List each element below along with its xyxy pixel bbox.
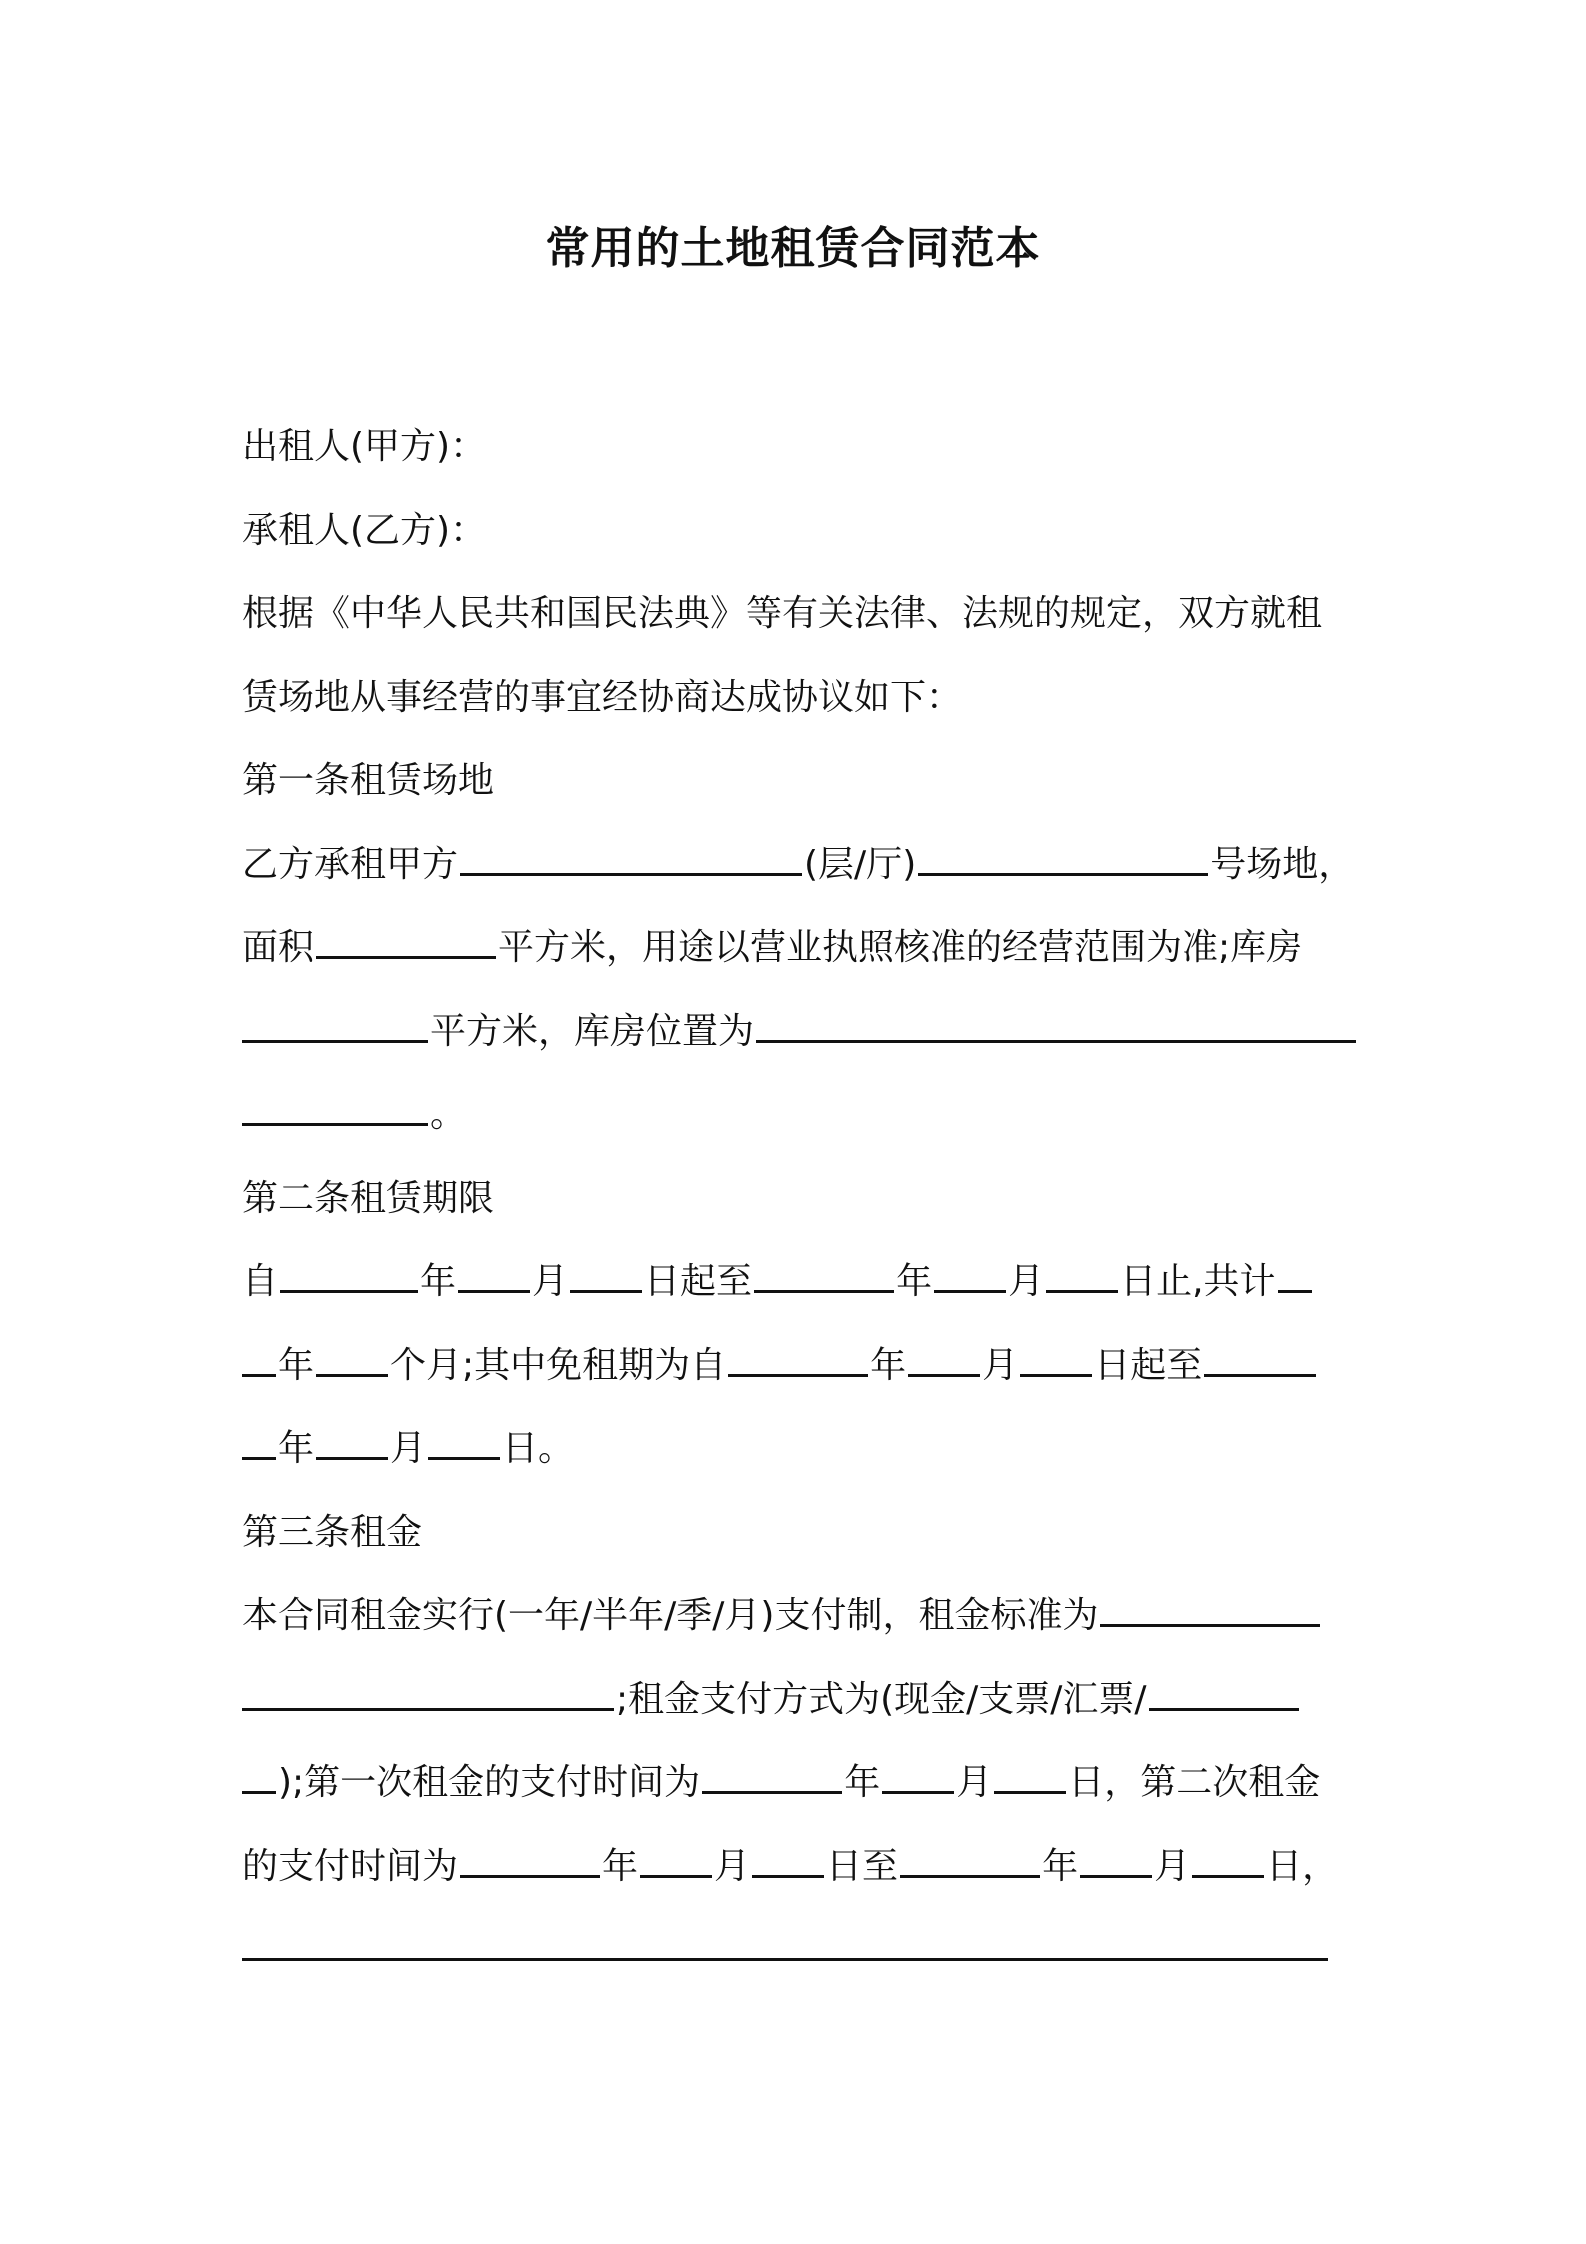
- text: 年: [1042, 1845, 1079, 1887]
- article-3-line-4: [242, 1825, 1354, 1909]
- intro-text-2: 赁场地从事经营的事宜经协商达成协议如下：: [242, 676, 963, 718]
- article-3-line-1: [242, 1574, 1354, 1658]
- blank-free-start-year[interactable]: [728, 1338, 868, 1377]
- blank-end-month[interactable]: [934, 1254, 1006, 1293]
- blank-site-number[interactable]: [918, 837, 1208, 876]
- text: 月: [390, 1428, 427, 1469]
- text: 本合同租金实行(一年/半年/季/月)支付制，租金标准为: [242, 1595, 1099, 1636]
- blank-second-pay-to-month[interactable]: [1080, 1839, 1152, 1878]
- text: 年: [844, 1762, 881, 1803]
- text: 月: [714, 1845, 751, 1887]
- article-3-heading: [242, 1491, 1354, 1575]
- text: 月: [1154, 1845, 1191, 1887]
- blank-second-pay-from-month[interactable]: [640, 1839, 712, 1878]
- blank-free-start-day[interactable]: [1020, 1338, 1092, 1377]
- article-1-line-2: [242, 906, 1354, 990]
- text: 月: [532, 1261, 569, 1302]
- article-3-heading-text: 第三条租金: [242, 1511, 423, 1553]
- blank-additional-terms[interactable]: [242, 1922, 1328, 1961]
- article-1-heading-text: 第一条租赁场地: [242, 760, 495, 801]
- intro-text-1: 根据《中华人民共和国民法典》等有关法律、法规的规定，双方就租: [242, 593, 1323, 634]
- blank-area[interactable]: [316, 920, 496, 959]
- blank-warehouse-location[interactable]: [756, 1004, 1356, 1043]
- blank-end-day[interactable]: [1046, 1254, 1118, 1293]
- blank-rent-standard-cont[interactable]: [242, 1672, 614, 1711]
- article-2-line-1: [242, 1240, 1354, 1324]
- blank-second-pay-to-year[interactable]: [900, 1839, 1040, 1878]
- text: );第一次租金的支付时间为: [278, 1762, 701, 1803]
- article-2-heading: [242, 1157, 1354, 1241]
- text: 年: [870, 1344, 907, 1386]
- blank-first-pay-day[interactable]: [994, 1755, 1066, 1794]
- blank-start-month[interactable]: [458, 1254, 530, 1293]
- blank-second-pay-from-year[interactable]: [460, 1839, 600, 1878]
- text: 月: [982, 1344, 1019, 1386]
- blank-free-end-day[interactable]: [428, 1421, 500, 1460]
- text: 年: [278, 1344, 315, 1386]
- text: 日起至: [644, 1261, 753, 1302]
- text: 日。: [502, 1428, 575, 1469]
- text: 面积: [242, 927, 315, 968]
- text: 的支付时间为: [242, 1845, 459, 1887]
- text: 年: [602, 1845, 639, 1887]
- lessor-line: [242, 405, 1354, 489]
- contract-body: [242, 405, 1354, 1992]
- text: 日止,共计: [1120, 1261, 1276, 1302]
- article-2-line-3: [242, 1407, 1354, 1491]
- text: 日，: [1266, 1845, 1339, 1887]
- blank-warehouse-location-cont[interactable]: [242, 1087, 428, 1126]
- text: (层/厅): [804, 843, 917, 885]
- blank-start-year[interactable]: [280, 1254, 418, 1293]
- blank-floor[interactable]: [460, 837, 802, 876]
- article-3-line-5: [242, 1908, 1354, 1992]
- lessee-label: 承租人(乙方)：: [242, 509, 487, 551]
- article-1-line-3: [242, 990, 1354, 1074]
- article-2-line-2: [242, 1324, 1354, 1408]
- text: ;租金支付方式为(现金/支票/汇票/: [616, 1678, 1147, 1720]
- lessor-label: 出租人(甲方)：: [242, 426, 487, 467]
- article-1-line-4: [242, 1073, 1354, 1157]
- blank-free-start-month[interactable]: [908, 1338, 980, 1377]
- blank-start-day[interactable]: [570, 1254, 642, 1293]
- intro-line-1: [242, 572, 1354, 656]
- blank-total-years[interactable]: [1278, 1254, 1312, 1293]
- text: 乙方承租甲方: [242, 843, 459, 885]
- text: 个月;其中免租期为自: [390, 1344, 727, 1386]
- blank-payment-method-cont[interactable]: [242, 1755, 276, 1794]
- lessee-line: [242, 489, 1354, 573]
- text: 月: [1008, 1261, 1045, 1302]
- text: 年: [278, 1428, 315, 1469]
- blank-total-months[interactable]: [316, 1338, 388, 1377]
- blank-free-end-year[interactable]: [1204, 1338, 1316, 1377]
- blank-first-pay-month[interactable]: [882, 1755, 954, 1794]
- document-title: 常用的土地租赁合同范本: [545, 223, 1041, 274]
- text: 年: [896, 1261, 933, 1302]
- text: 日，第二次租金: [1068, 1762, 1321, 1803]
- article-1-line-1: [242, 823, 1354, 907]
- blank-warehouse-area[interactable]: [242, 1004, 428, 1043]
- text: 号场地，: [1210, 843, 1355, 885]
- blank-end-year[interactable]: [754, 1254, 894, 1293]
- text: 月: [956, 1762, 993, 1803]
- article-2-heading-text: 第二条租赁期限: [242, 1177, 495, 1219]
- text: 平方米，用途以营业执照核准的经营范围为准;库房: [498, 927, 1303, 968]
- blank-first-pay-year[interactable]: [702, 1755, 842, 1794]
- article-1-heading: [242, 739, 1354, 823]
- article-3-line-2: [242, 1658, 1354, 1742]
- text: 自: [242, 1261, 279, 1302]
- blank-free-end-year-cont[interactable]: [242, 1421, 276, 1460]
- text: 日起至: [1094, 1344, 1203, 1386]
- blank-free-end-month[interactable]: [316, 1421, 388, 1460]
- blank-second-pay-to-day[interactable]: [1192, 1839, 1264, 1878]
- text: 年: [420, 1261, 457, 1302]
- blank-total-years-cont[interactable]: [242, 1338, 276, 1377]
- blank-payment-method[interactable]: [1149, 1672, 1299, 1711]
- blank-second-pay-from-day[interactable]: [752, 1839, 824, 1878]
- blank-rent-standard[interactable]: [1100, 1588, 1320, 1627]
- text: 平方米，库房位置为: [430, 1010, 755, 1052]
- text: 日至: [826, 1845, 899, 1887]
- article-3-line-3: [242, 1741, 1354, 1825]
- text: 。: [430, 1094, 467, 1135]
- intro-line-2: [242, 656, 1354, 740]
